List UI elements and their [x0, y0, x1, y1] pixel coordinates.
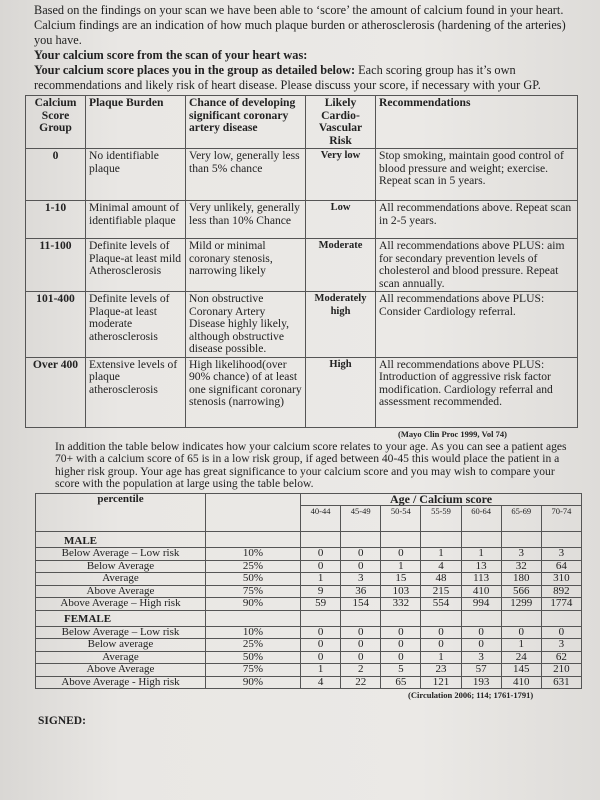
risk-table-cell: Over 400 — [26, 357, 86, 427]
score-value: 0 — [501, 626, 541, 639]
score-value: 3 — [541, 639, 581, 652]
age-range-header: 40-44 — [301, 506, 341, 532]
risk-table-header: Chance of developing significant coronary artery disease — [186, 96, 306, 149]
row-label: Above Average – High risk — [36, 598, 206, 611]
age-table-header-row — [36, 493, 582, 506]
blank-cell — [341, 610, 381, 626]
score-value: 145 — [501, 664, 541, 677]
score-value: 0 — [381, 639, 421, 652]
score-value: 310 — [541, 573, 581, 586]
signed-label: SIGNED: — [38, 715, 86, 727]
risk-table-cell: Stop smoking, maintain good control of blood pressure and weight; exercise. Repeat scan in 5 years. — [376, 149, 578, 201]
blank-cell — [461, 532, 501, 548]
score-value: 193 — [461, 676, 501, 689]
score-value: 48 — [421, 573, 461, 586]
score-value: 0 — [341, 651, 381, 664]
row-label: Average — [36, 573, 206, 586]
row-percentile: 75% — [206, 585, 301, 598]
score-value: 24 — [501, 651, 541, 664]
score-value: 215 — [421, 585, 461, 598]
risk-table-row — [26, 201, 578, 239]
age-range-header: 65-69 — [501, 506, 541, 532]
risk-table-cell: High — [306, 357, 376, 427]
risk-table-cell: All recommendations above. Repeat scan in 2-5 years. — [376, 201, 578, 239]
risk-table-header: Recommendations — [376, 96, 578, 149]
score-value: 3 — [501, 548, 541, 561]
age-range-header: 70-74 — [541, 506, 581, 532]
percentile-header-blank — [206, 493, 301, 532]
age-table-row — [36, 598, 582, 611]
risk-table-cell: 1-10 — [26, 201, 86, 239]
score-value: 0 — [341, 639, 381, 652]
row-label: Above Average — [36, 585, 206, 598]
score-value: 154 — [341, 598, 381, 611]
risk-table-cell: All recommendations above PLUS: Consider Cardiology referral. — [376, 292, 578, 358]
row-label: Below Average — [36, 560, 206, 573]
risk-table-row — [26, 239, 578, 292]
score-value: 36 — [341, 585, 381, 598]
score-value: 65 — [381, 676, 421, 689]
risk-table-cell: Extensive levels of plaque atherosclerosis — [86, 357, 186, 427]
score-value: 0 — [541, 626, 581, 639]
score-value: 5 — [381, 664, 421, 677]
row-percentile: 90% — [206, 676, 301, 689]
risk-table-citation: (Mayo Clin Proc 1999, Vol 74) — [398, 428, 507, 439]
score-value: 3 — [461, 651, 501, 664]
score-value: 892 — [541, 585, 581, 598]
score-value: 4 — [301, 676, 341, 689]
risk-table-cell: Mild or minimal coronary stenosis, narrowing likely — [186, 239, 306, 292]
risk-table-cell: Very unlikely, generally less than 10% Chance — [186, 201, 306, 239]
score-value: 1 — [421, 651, 461, 664]
section-title: MALE — [36, 532, 206, 548]
risk-table-cell: Very low, generally less than 5% chance — [186, 149, 306, 201]
risk-table-header: Calcium Score Group — [26, 96, 86, 149]
score-value: 57 — [461, 664, 501, 677]
score-value: 0 — [381, 626, 421, 639]
risk-table-row — [26, 292, 578, 358]
blank-cell — [421, 532, 461, 548]
score-value: 62 — [541, 651, 581, 664]
score-value: 0 — [301, 626, 341, 639]
age-group-header: Age / Calcium score — [301, 493, 582, 506]
row-label: Below average — [36, 639, 206, 652]
risk-table-cell: Definite levels of Plaque-at least mild Atherosclerosis — [86, 239, 186, 292]
row-label: Below Average – Low risk — [36, 548, 206, 561]
age-range-header: 60-64 — [461, 506, 501, 532]
risk-table-cell: High likelihood(over 90% chance) of at least one significant coronary stenosis (narrowing) — [186, 357, 306, 427]
section-title: FEMALE — [36, 610, 206, 626]
score-value: 2 — [341, 664, 381, 677]
row-label: Below Average – Low risk — [36, 626, 206, 639]
risk-table-cell: 101-400 — [26, 292, 86, 358]
blank-cell — [461, 610, 501, 626]
group-paragraph — [34, 63, 578, 93]
blank-cell — [381, 610, 421, 626]
score-value: 631 — [541, 676, 581, 689]
blank-cell — [206, 532, 301, 548]
score-value: 13 — [461, 560, 501, 573]
risk-table — [25, 95, 578, 428]
score-value: 180 — [501, 573, 541, 586]
score-value: 103 — [381, 585, 421, 598]
risk-table-cell: Definite levels of Plaque-at least moderate atherosclerosis — [86, 292, 186, 358]
age-paragraph: In addition the table below indicates how your calcium score relates to your age. As you can see a patient ages 70+ with a calcium score of 65 is in a low risk group, if aged between 40-45 this would place the patient in a higher risk group. Your age has great significance to your calcium score and you may wish to compare your score with the population at large using the table below. — [55, 439, 567, 490]
score-value: 1 — [381, 560, 421, 573]
row-label: Average — [36, 651, 206, 664]
score-value: 994 — [461, 598, 501, 611]
score-value: 0 — [461, 639, 501, 652]
section-header-row — [36, 532, 582, 548]
score-value: 1 — [501, 639, 541, 652]
group-text: Each scoring group has it’s own recommendations and likely risk of heart disease. Please discuss your score, if necessary with your GP. — [34, 63, 541, 92]
risk-table-cell: Low — [306, 201, 376, 239]
score-value: 22 — [341, 676, 381, 689]
row-label: Above Average - High risk — [36, 676, 206, 689]
score-value: 0 — [341, 548, 381, 561]
row-percentile: 10% — [206, 626, 301, 639]
score-value: 0 — [341, 560, 381, 573]
age-table-row — [36, 626, 582, 639]
row-percentile: 90% — [206, 598, 301, 611]
score-value: 1 — [421, 548, 461, 561]
score-value: 0 — [301, 639, 341, 652]
score-value: 1 — [301, 573, 341, 586]
risk-table-header: Likely Cardio-Vascular Risk — [306, 96, 376, 149]
blank-cell — [421, 610, 461, 626]
score-value: 9 — [301, 585, 341, 598]
row-percentile: 10% — [206, 548, 301, 561]
intro-paragraph: Based on the findings on your scan we have been able to ‘score’ the amount of calcium found in your heart. Calcium findings are an indication of how much plaque burden or atherosclerosis (hardening of the arteries) you have. — [34, 3, 566, 47]
risk-table-row — [26, 357, 578, 427]
score-value: 210 — [541, 664, 581, 677]
risk-table-cell: Moderate — [306, 239, 376, 292]
risk-table-cell: Minimal amount of identifiable plaque — [86, 201, 186, 239]
row-label: Above Average — [36, 664, 206, 677]
age-table-row — [36, 651, 582, 664]
score-value: 32 — [501, 560, 541, 573]
age-table-row — [36, 573, 582, 586]
score-value: 121 — [421, 676, 461, 689]
risk-table-cell: Moderately high — [306, 292, 376, 358]
age-range-header: 55-59 — [421, 506, 461, 532]
row-percentile: 75% — [206, 664, 301, 677]
blank-cell — [341, 532, 381, 548]
score-value: 15 — [381, 573, 421, 586]
score-value: 410 — [501, 676, 541, 689]
age-table-row — [36, 585, 582, 598]
score-value: 3 — [341, 573, 381, 586]
blank-cell — [301, 610, 341, 626]
score-value: 64 — [541, 560, 581, 573]
risk-table-cell: No identifiable plaque — [86, 149, 186, 201]
score-value: 0 — [341, 626, 381, 639]
age-table-row — [36, 560, 582, 573]
row-percentile: 50% — [206, 573, 301, 586]
risk-table-header: Plaque Burden — [86, 96, 186, 149]
score-value: 0 — [301, 651, 341, 664]
blank-cell — [381, 532, 421, 548]
age-table-citation: (Circulation 2006; 114; 1761-1791) — [408, 690, 534, 700]
score-value: 332 — [381, 598, 421, 611]
row-percentile: 50% — [206, 651, 301, 664]
risk-table-cell: All recommendations above PLUS: Introduction of aggressive risk factor modification. Cardiology referral and assessment recommended. — [376, 357, 578, 427]
score-value: 1774 — [541, 598, 581, 611]
score-value: 23 — [421, 664, 461, 677]
score-value: 1 — [301, 664, 341, 677]
blank-cell — [541, 610, 581, 626]
blank-cell — [501, 610, 541, 626]
risk-table-cell: 11-100 — [26, 239, 86, 292]
score-value: 0 — [301, 560, 341, 573]
row-percentile: 25% — [206, 639, 301, 652]
score-value: 59 — [301, 598, 341, 611]
score-value: 0 — [421, 639, 461, 652]
age-table-row — [36, 676, 582, 689]
age-table-row — [36, 548, 582, 561]
risk-table-cell: Non obstructive Coronary Artery Disease highly likely, although obstructive disease possible. — [186, 292, 306, 358]
blank-cell — [301, 532, 341, 548]
score-value: 1299 — [501, 598, 541, 611]
score-value: 554 — [421, 598, 461, 611]
score-value: 4 — [421, 560, 461, 573]
blank-cell — [501, 532, 541, 548]
percentile-header: percentile — [36, 493, 206, 532]
score-value: 3 — [541, 548, 581, 561]
risk-table-cell: All recommendations above PLUS: aim for secondary prevention levels of cholesterol and blood pressure. Repeat scan annually. — [376, 239, 578, 292]
age-table-row — [36, 664, 582, 677]
risk-table-row — [26, 149, 578, 201]
section-header-row — [36, 610, 582, 626]
risk-table-cell: 0 — [26, 149, 86, 201]
risk-table-cell: Very low — [306, 149, 376, 201]
blank-cell — [206, 610, 301, 626]
score-value: 0 — [381, 651, 421, 664]
score-value: 1 — [461, 548, 501, 561]
group-heading: Your calcium score places you in the group as detailed below: — [34, 63, 356, 77]
score-heading: Your calcium score from the scan of your heart was: — [34, 48, 308, 62]
score-value: 113 — [461, 573, 501, 586]
score-value: 0 — [301, 548, 341, 561]
score-value: 0 — [461, 626, 501, 639]
score-value: 0 — [421, 626, 461, 639]
row-percentile: 25% — [206, 560, 301, 573]
age-range-header: 50-54 — [381, 506, 421, 532]
score-value: 566 — [501, 585, 541, 598]
blank-cell — [541, 532, 581, 548]
age-calcium-table — [35, 493, 582, 690]
score-value: 0 — [381, 548, 421, 561]
score-value: 410 — [461, 585, 501, 598]
age-range-header: 45-49 — [341, 506, 381, 532]
age-table-row — [36, 639, 582, 652]
